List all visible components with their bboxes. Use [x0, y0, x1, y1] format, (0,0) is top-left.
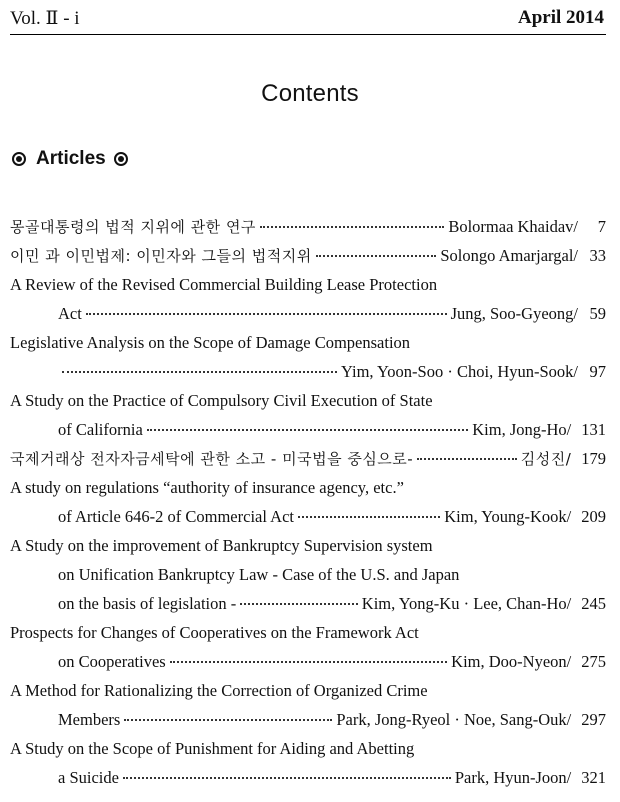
- toc-line: [10, 241, 606, 270]
- entry-title: Legislative Analysis on the Scope of Damage Compensation: [10, 333, 411, 352]
- entry-title: A Study on the Practice of Compulsory Civil Execution of State: [10, 391, 433, 410]
- toc-line: [10, 763, 606, 792]
- issue-date: April 2014: [517, 7, 604, 28]
- toc-line: [10, 647, 606, 676]
- toc-entry[interactable]: [10, 241, 606, 270]
- entry-title: on Cooperatives: [58, 652, 166, 671]
- entry-title: A Study on the improvement of Bankruptcy Supervision system: [10, 536, 433, 555]
- page-number: 59: [589, 304, 606, 323]
- entry-title: of California: [58, 420, 143, 439]
- entry-title: A study on regulations “authority of insurance agency, etc.”: [10, 478, 404, 497]
- entry-author: Kim, Young-Kook/: [444, 507, 572, 526]
- dot-leader: [316, 254, 437, 257]
- entry-author: Park, Jong-Ryeol · Noe, Sang-Ouk/: [336, 710, 572, 729]
- page-title: Contents: [261, 80, 359, 107]
- page-number: 321: [581, 768, 606, 787]
- toc-line: [10, 212, 606, 241]
- toc-entry[interactable]: [10, 444, 606, 473]
- page-number: 131: [581, 420, 606, 439]
- page-number: 209: [581, 507, 606, 526]
- page-number: 33: [589, 246, 606, 265]
- toc-line: [10, 299, 606, 328]
- page-number: 7: [597, 217, 606, 236]
- entry-title: on the basis of legislation -: [58, 594, 237, 613]
- dot-leader: [417, 457, 517, 460]
- dot-leader: [62, 370, 337, 373]
- entry-author: Park, Hyun-Joon/: [454, 768, 572, 787]
- toc-line: [10, 357, 606, 386]
- dot-leader: [240, 602, 358, 605]
- toc-line: [10, 618, 606, 647]
- entry-author: Jung, Soo-Gyeong/: [450, 304, 578, 323]
- page-number: 179: [581, 449, 606, 468]
- toc-line: [10, 270, 606, 299]
- toc-line: [10, 415, 606, 444]
- page-number: 275: [581, 652, 606, 671]
- toc-line: [10, 531, 606, 560]
- entry-title: A Method for Rationalizing the Correction of Organized Crime: [10, 681, 428, 700]
- entry-author: Kim, Doo-Nyeon/: [451, 652, 572, 671]
- page-header: [10, 4, 606, 35]
- volume-label: Vol. Ⅱ - i: [10, 8, 80, 29]
- bullet-icon: [12, 152, 26, 166]
- toc-line: [10, 560, 606, 589]
- entry-author: Solongo Amarjargal/: [440, 246, 578, 265]
- dot-leader: [124, 718, 332, 721]
- entry-author: Bolormaa Khaidav/: [448, 217, 578, 236]
- entry-author: Kim, Jong-Ho/: [472, 420, 572, 439]
- toc-line: [10, 734, 606, 763]
- dot-leader: [147, 428, 468, 431]
- dot-leader: [260, 225, 444, 228]
- entry-title: of Article 646-2 of Commercial Act: [58, 507, 294, 526]
- toc-entry[interactable]: [10, 212, 606, 241]
- page-number: 245: [581, 594, 606, 613]
- toc-entry[interactable]: [10, 473, 606, 531]
- entry-title: Act: [58, 304, 82, 323]
- page-number: 97: [589, 362, 606, 381]
- dot-leader: [170, 660, 447, 663]
- toc-line: [10, 444, 606, 473]
- toc-line: [10, 473, 606, 502]
- entry-title: Members: [58, 710, 121, 729]
- entry-title: a Suicide: [58, 768, 119, 787]
- entry-author: 김성진/: [520, 450, 572, 468]
- section-label: Articles: [36, 148, 106, 169]
- toc-entry[interactable]: [10, 386, 606, 444]
- toc-entry[interactable]: [10, 734, 606, 792]
- dot-leader: [298, 515, 440, 518]
- entry-title: Prospects for Changes of Cooperatives on the Framework Act: [10, 623, 419, 642]
- toc-entry[interactable]: [10, 531, 606, 618]
- entry-title: 몽골대통령의 법적 지위에 관한 연구: [10, 218, 256, 236]
- toc-entry[interactable]: [10, 270, 606, 328]
- toc-line: [10, 328, 606, 357]
- toc-line: [10, 386, 606, 415]
- entry-author: Yim, Yoon-Soo · Choi, Hyun-Sook/: [340, 362, 578, 381]
- entry-title: A Study on the Scope of Punishment for Aiding and Abetting: [10, 739, 415, 758]
- dot-leader: [86, 312, 447, 315]
- entry-title: A Review of the Revised Commercial Building Lease Protection: [10, 275, 438, 294]
- entry-title: 이민 과 이민법제: 이민자와 그들의 법적지위: [10, 247, 312, 265]
- section-heading: [12, 148, 128, 170]
- toc-entry[interactable]: [10, 618, 606, 676]
- entry-author: Kim, Yong-Ku · Lee, Chan-Ho/: [361, 594, 572, 613]
- entry-title: on Unification Bankruptcy Law - Case of the U.S. and Japan: [58, 565, 460, 584]
- toc-line: [10, 589, 606, 618]
- bullet-icon: [114, 152, 128, 166]
- toc-line: [10, 502, 606, 531]
- toc-line: [10, 705, 606, 734]
- toc-line: [10, 676, 606, 705]
- table-of-contents: [10, 212, 606, 792]
- page-number: 297: [581, 710, 606, 729]
- toc-entry[interactable]: [10, 676, 606, 734]
- entry-title: 국제거래상 전자자금세탁에 관한 소고 - 미국법을 중심으로-: [10, 450, 414, 468]
- toc-entry[interactable]: [10, 328, 606, 386]
- dot-leader: [123, 776, 451, 779]
